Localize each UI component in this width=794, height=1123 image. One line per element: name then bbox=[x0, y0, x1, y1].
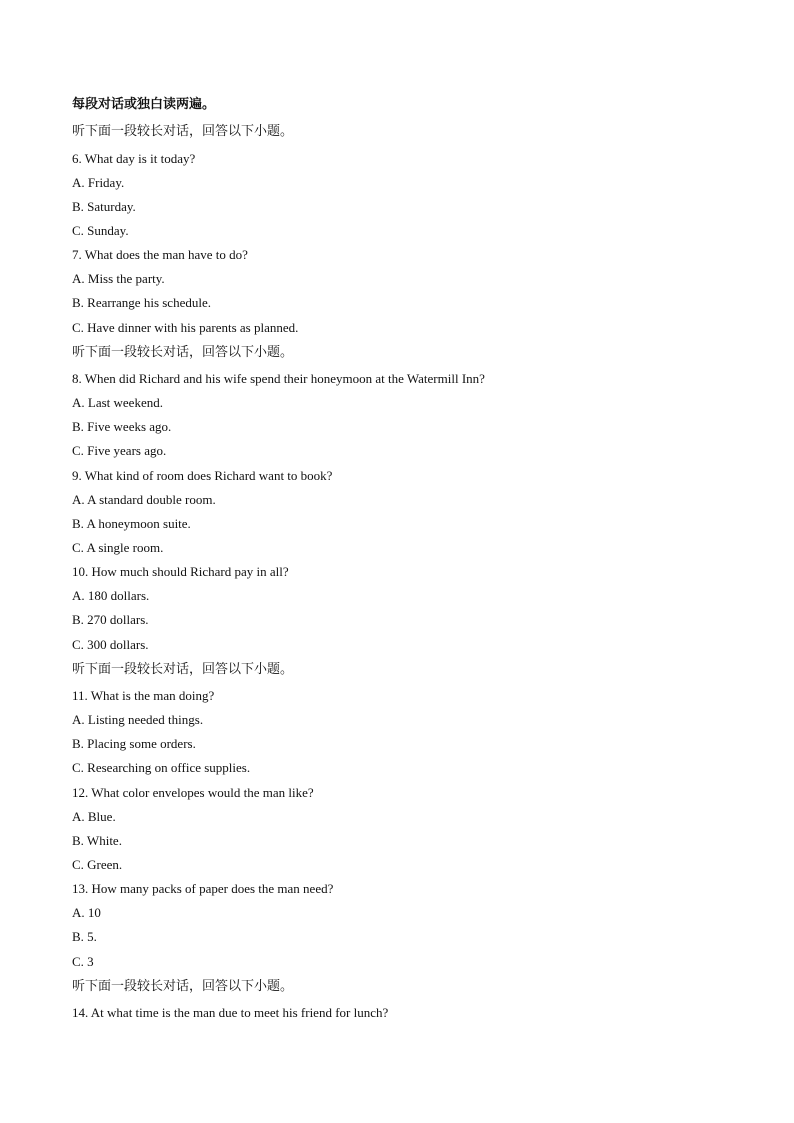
option-9a: A. A standard double room. bbox=[72, 492, 216, 507]
option-11a: A. Listing needed things. bbox=[72, 712, 204, 727]
question-10: 10. How much should Richard pay in all? bbox=[72, 564, 289, 579]
question-6: 6. What day is it today? bbox=[72, 151, 196, 166]
question-12: 12. What color envelopes would the man like? bbox=[72, 785, 314, 800]
section-prompt: 听下面一段较长对话，回答以下小题。 bbox=[72, 979, 294, 994]
option-8c: C. Five years ago. bbox=[72, 443, 167, 458]
question-7: 7. What does the man have to do? bbox=[72, 247, 248, 262]
option-10c: C. 300 dollars. bbox=[72, 637, 149, 652]
option-9b: B. A honeymoon suite. bbox=[72, 516, 191, 531]
question-11: 11. What is the man doing? bbox=[72, 688, 215, 703]
question-9: 9. What kind of room does Richard want to book? bbox=[72, 468, 333, 483]
section-prompt: 听下面一段较长对话，回答以下小题。 bbox=[72, 345, 294, 360]
option-7a: A. Miss the party. bbox=[72, 271, 165, 286]
option-12b: B. White. bbox=[72, 833, 122, 848]
question-8: 8. When did Richard and his wife spend their honeymoon at the Watermill Inn? bbox=[72, 371, 485, 386]
option-12c: C. Green. bbox=[72, 857, 123, 872]
option-11c: C. Researching on office supplies. bbox=[72, 760, 251, 775]
option-8b: B. Five weeks ago. bbox=[72, 419, 172, 434]
option-13a: A. 10 bbox=[72, 905, 101, 920]
instruction-heading: 每段对话或独白读两遍。 bbox=[72, 97, 216, 112]
section-prompt: 听下面一段较长对话，回答以下小题。 bbox=[72, 662, 294, 677]
section-prompt: 听下面一段较长对话，回答以下小题。 bbox=[72, 124, 294, 139]
option-11b: B. Placing some orders. bbox=[72, 736, 196, 751]
option-12a: A. Blue. bbox=[72, 809, 116, 824]
option-7c: C. Have dinner with his parents as planned. bbox=[72, 320, 299, 335]
option-6b: B. Saturday. bbox=[72, 199, 136, 214]
option-13c: C. 3 bbox=[72, 954, 94, 969]
option-13b: B. 5. bbox=[72, 929, 97, 944]
option-10b: B. 270 dollars. bbox=[72, 612, 149, 627]
question-14: 14. At what time is the man due to meet his friend for lunch? bbox=[72, 1005, 389, 1020]
option-10a: A. 180 dollars. bbox=[72, 588, 150, 603]
option-7b: B. Rearrange his schedule. bbox=[72, 295, 211, 310]
question-13: 13. How many packs of paper does the man need? bbox=[72, 881, 334, 896]
option-8a: A. Last weekend. bbox=[72, 395, 163, 410]
option-9c: C. A single room. bbox=[72, 540, 164, 555]
option-6c: C. Sunday. bbox=[72, 223, 129, 238]
option-6a: A. Friday. bbox=[72, 175, 125, 190]
